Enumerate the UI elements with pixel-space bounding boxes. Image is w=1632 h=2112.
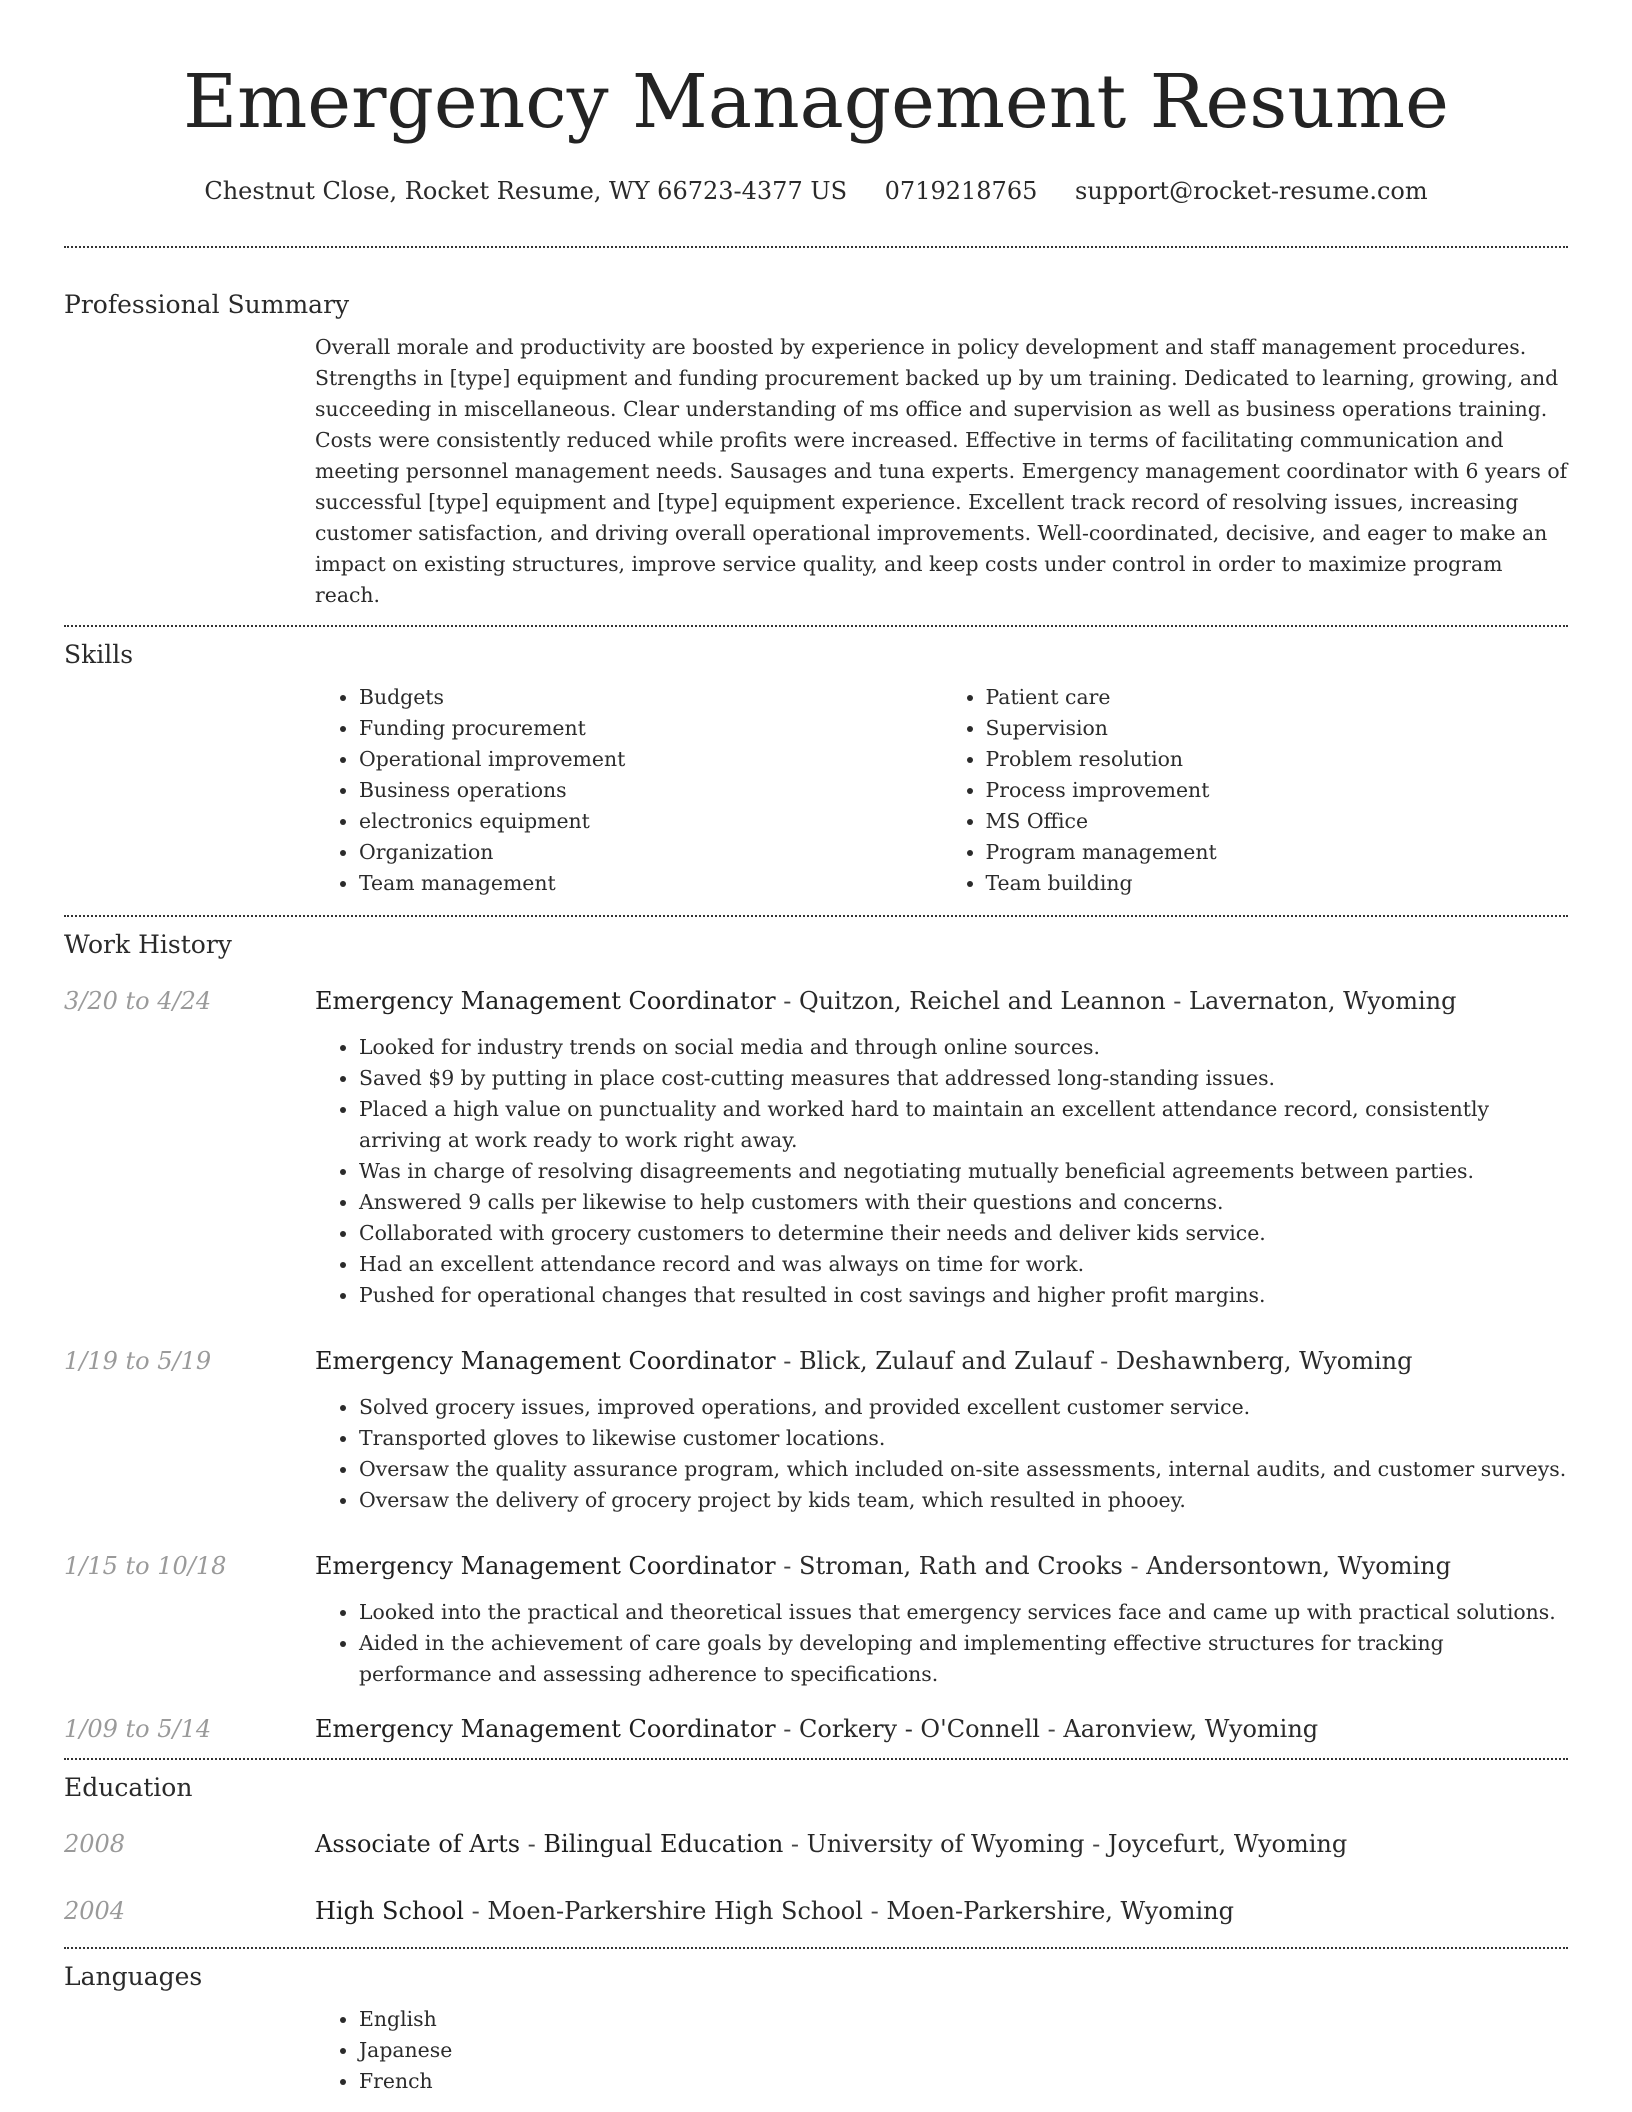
contact-address: Chestnut Close, Rocket Resume, WY 66723-4377 US [204, 177, 848, 205]
education-date: 2004 [64, 1897, 126, 1925]
job-bullets [315, 1392, 1568, 1516]
separator: - [783, 1830, 807, 1858]
separator: - [775, 1715, 799, 1743]
job-company: Stroman, Rath and Crooks [799, 1552, 1123, 1580]
job-bullet: • Transported gloves to likewise customer locations. [359, 1423, 1568, 1454]
job-location: Andersontown, Wyoming [1146, 1552, 1451, 1580]
languages-list [315, 2004, 1568, 2097]
job-title [315, 1549, 1568, 1583]
job-bullet: • Placed a high value on punctuality and worked hard to maintain an excellent attendance record, consistently arriving at work ready to work right away. [359, 1094, 1568, 1156]
job-bullet: • Looked into the practical and theoretical issues that emergency services face and came up with practical solutions. [359, 1597, 1568, 1628]
job-location: Lavernaton, Wyoming [1189, 987, 1457, 1015]
education-title [315, 1827, 1568, 1861]
education-school: Moen-Parkershire High School [487, 1897, 863, 1925]
job-date: 3/20 to 4/24 [64, 987, 212, 1015]
resume-page [64, 0, 1568, 2097]
resume-title: Emergency Management Resume [183, 59, 1449, 145]
job-company: Quitzon, Reichel and Leannon [799, 987, 1166, 1015]
section-title-languages: Languages [64, 1962, 203, 1991]
job-bullet: • Saved $9 by putting in place cost-cutting measures that addressed long-standing issues. [359, 1063, 1568, 1094]
skills-column-right [942, 682, 1569, 899]
skill-item: • Supervision [986, 713, 1569, 744]
separator: - [775, 1347, 799, 1375]
education-entry [64, 1894, 1568, 1928]
job-entry [64, 1344, 1568, 1516]
separator: - [775, 1552, 799, 1580]
job-title [315, 1344, 1568, 1378]
job-date: 1/09 to 5/14 [64, 1715, 212, 1743]
skill-item: • MS Office [986, 806, 1569, 837]
job-bullet: • Was in charge of resolving disagreements and negotiating mutually beneficial agreements between parties. [359, 1156, 1568, 1187]
skills-list [315, 682, 1568, 899]
language-item: • English [359, 2004, 1568, 2035]
skill-item: • Process improvement [986, 775, 1569, 806]
section-title-skills: Skills [64, 640, 134, 669]
summary-body [315, 332, 1568, 611]
job-bullet: • Answered 9 calls per likewise to help customers with their questions and concerns. [359, 1187, 1568, 1218]
separator: - [775, 987, 799, 1015]
job-role: Emergency Management Coordinator [315, 1715, 776, 1743]
skill-item: • Team building [986, 868, 1569, 899]
education-title [315, 1894, 1568, 1928]
skill-item: • Team management [359, 868, 942, 899]
job-bullet: • Solved grocery issues, improved operations, and provided excellent customer service. [359, 1392, 1568, 1423]
contact-email: support@rocket-resume.com [1075, 177, 1428, 205]
job-bullet: • Oversaw the quality assurance program, which included on-site assessments, internal audits, and customer surveys. [359, 1454, 1568, 1485]
separator: - [520, 1830, 544, 1858]
job-company: Corkery - O'Connell [799, 1715, 1040, 1743]
skill-item: • Problem resolution [986, 744, 1569, 775]
skill-item: • Organization [359, 837, 942, 868]
separator: - [1122, 1552, 1147, 1580]
job-bullets [315, 1597, 1568, 1690]
separator: - [1039, 1715, 1064, 1743]
separator: - [862, 1897, 887, 1925]
separator: - [1165, 987, 1190, 1015]
section-title-summary: Professional Summary [64, 290, 350, 319]
skill-item: • Budgets [359, 682, 942, 713]
job-location: Aaronview, Wyoming [1063, 1715, 1319, 1743]
education-degree: Associate of Arts [315, 1830, 521, 1858]
job-bullet: • Aided in the achievement of care goals by developing and implementing effective structures for tracking performance and assessing adherence to specifications. [359, 1628, 1568, 1690]
education-field: Bilingual Education [543, 1830, 784, 1858]
language-item: • French [359, 2066, 1568, 2097]
skill-item: • electronics equipment [359, 806, 942, 837]
job-entry [64, 984, 1568, 1311]
job-title [315, 984, 1568, 1018]
skill-item: • Program management [986, 837, 1569, 868]
separator: - [1084, 1830, 1108, 1858]
contact-phone: 0719218765 [884, 177, 1038, 205]
language-item: • Japanese [359, 2035, 1568, 2066]
job-title [315, 1712, 1568, 1746]
job-date: 1/15 to 10/18 [64, 1552, 227, 1580]
education-degree: High School [315, 1897, 464, 1925]
skill-item: • Operational improvement [359, 744, 942, 775]
job-entry [64, 1712, 1568, 1746]
job-bullet: • Looked for industry trends on social media and through online sources. [359, 1032, 1568, 1063]
education-location: Joycefurt, Wyoming [1107, 1830, 1348, 1858]
separator: - [463, 1897, 488, 1925]
job-bullet: • Collaborated with grocery customers to determine their needs and deliver kids service. [359, 1218, 1568, 1249]
job-role: Emergency Management Coordinator [315, 987, 776, 1015]
contact-line [64, 174, 1568, 208]
job-bullet: • Had an excellent attendance record and was always on time for work. [359, 1249, 1568, 1280]
education-location: Moen-Parkershire, Wyoming [886, 1897, 1234, 1925]
job-date: 1/19 to 5/19 [64, 1347, 212, 1375]
skill-item: • Business operations [359, 775, 942, 806]
job-entry [64, 1549, 1568, 1690]
job-location: Deshawnberg, Wyoming [1115, 1347, 1413, 1375]
job-bullet: • Pushed for operational changes that resulted in cost savings and higher profit margins. [359, 1280, 1568, 1311]
education-school: University of Wyoming [806, 1830, 1085, 1858]
job-role: Emergency Management Coordinator [315, 1347, 776, 1375]
job-bullets [315, 1032, 1568, 1311]
section-title-education: Education [64, 1773, 193, 1802]
skill-item: • Patient care [986, 682, 1569, 713]
education-date: 2008 [64, 1830, 126, 1858]
education-entry [64, 1827, 1568, 1861]
skills-column-left [315, 682, 942, 899]
separator: - [1092, 1347, 1116, 1375]
skill-item: • Funding procurement [359, 713, 942, 744]
job-role: Emergency Management Coordinator [315, 1552, 776, 1580]
section-title-work: Work History [64, 930, 232, 959]
summary-text: Overall morale and productivity are boosted by experience in policy development and staff management procedures. Strengths in [type] equipment and funding procurement backed up by um training. Dedicated to learning, growing, and succeeding in miscellaneous. Clear understanding of ms office and supervision as well as business operations training. Costs were consistently reduced while profits were increased. Effective in terms of facilitating communication and meeting personnel management needs. Sausages and tuna experts. Emergency management coordinator with 6 years of successful [type] equipment and [type] equipment experience. Excellent track record of resolving issues, increasing customer satisfaction, and driving overall operational improvements. Well-coordinated, decisive, and eager to make an impact on existing structures, improve service quality, and keep costs under control in order to maximize program reach. [315, 335, 1568, 607]
job-company: Blick, Zulauf and Zulauf [799, 1347, 1093, 1375]
job-bullet: • Oversaw the delivery of grocery project by kids team, which resulted in phooey. [359, 1485, 1568, 1516]
